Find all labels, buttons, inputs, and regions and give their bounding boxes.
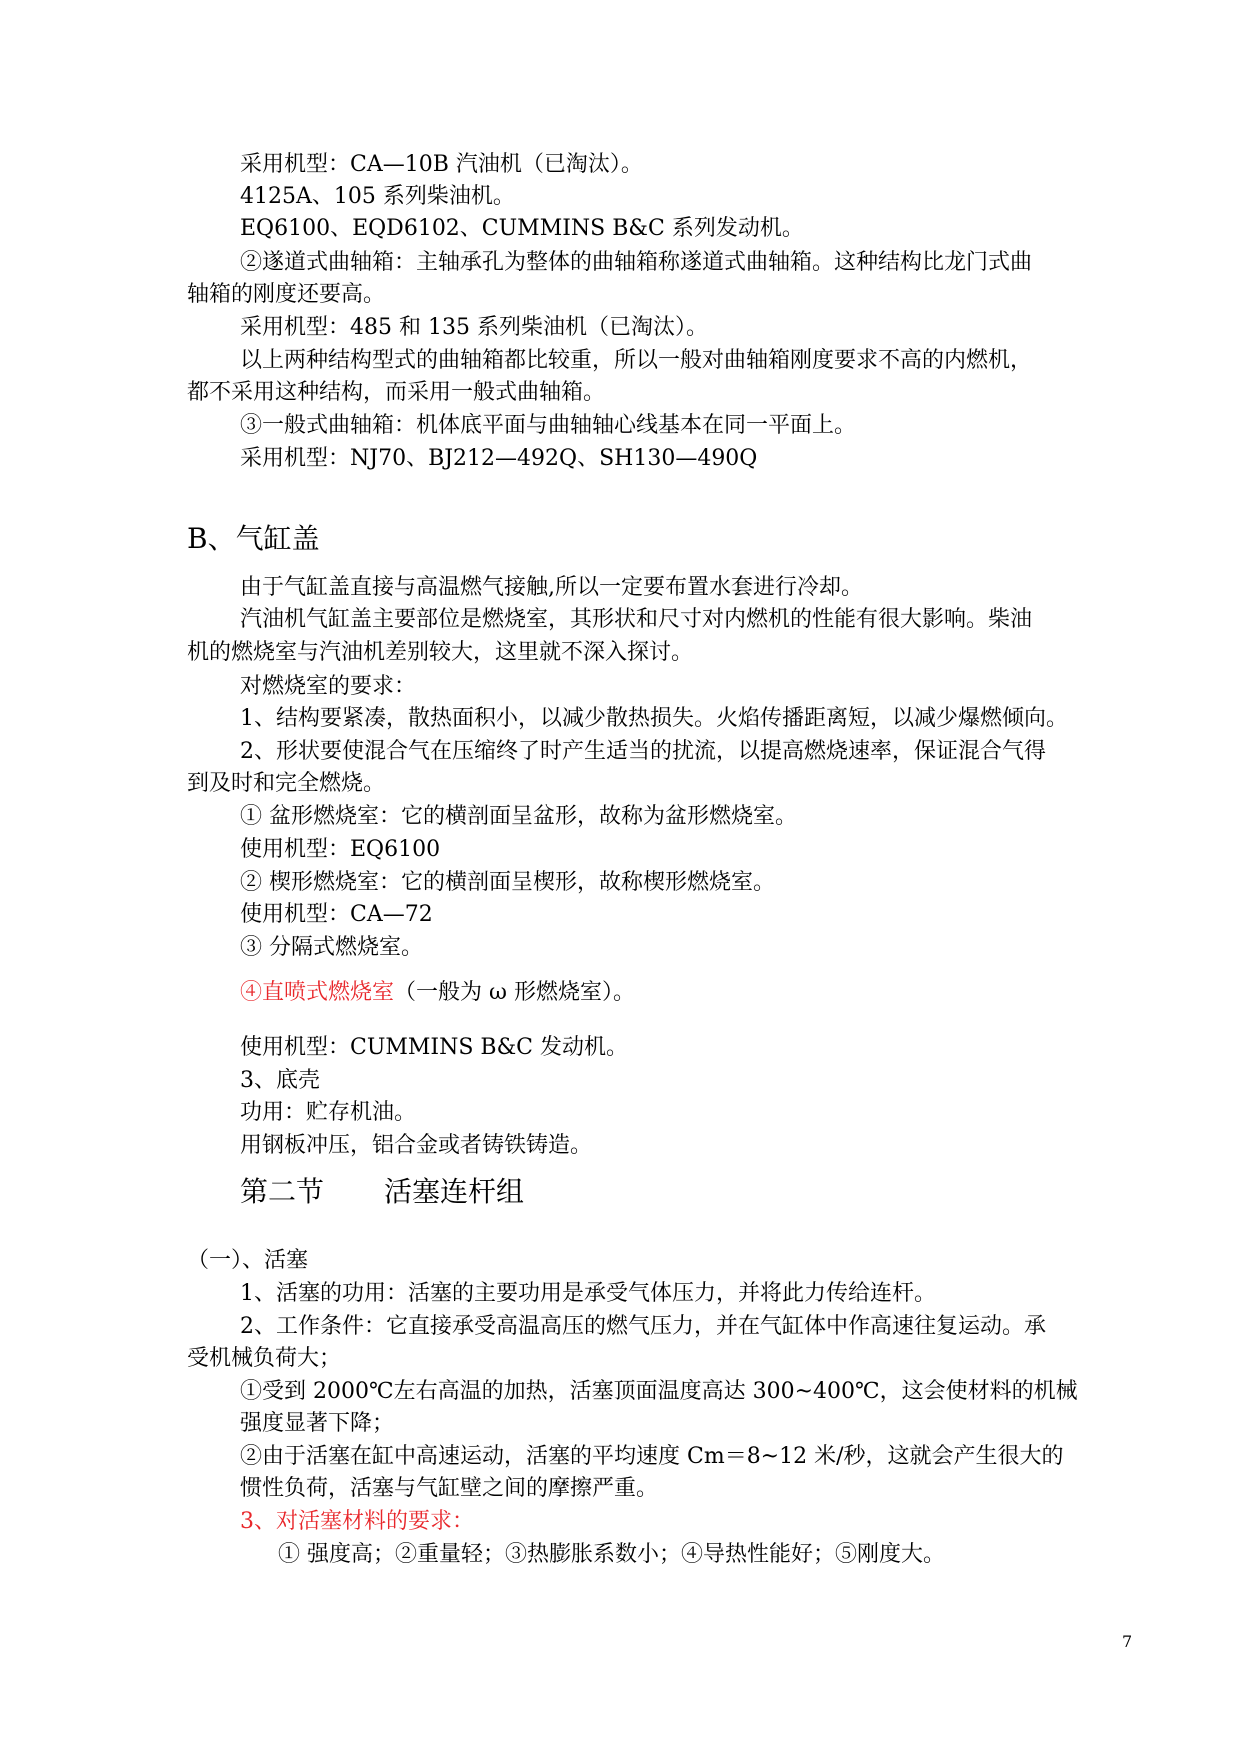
text-line: EQ6100、EQD6102、CUMMINS B&C 系列发动机。 — [240, 216, 804, 241]
text-line: 惯性负荷，活塞与气缸壁之间的摩擦严重。 — [240, 1476, 659, 1501]
text-line: ③ 分隔式燃烧室。 — [240, 935, 423, 960]
text-line: 都不采用这种结构，而采用一般式曲轴箱。 — [187, 380, 606, 405]
text-line: 使用机型：CA—72 — [240, 902, 433, 927]
text-line: 1、活塞的功用：活塞的主要功用是承受气体压力，并将此力传给连杆。 — [240, 1281, 936, 1306]
text-line: 采用机型：485 和 135 系列柴油机（已淘汰）。 — [240, 315, 708, 340]
text-line: 汽油机气缸盖主要部位是燃烧室，其形状和尺寸对内燃机的性能有很大影响。柴油 — [240, 607, 1033, 632]
term-note: （一般为 ω 形燃烧室）。 — [394, 980, 635, 1005]
subsection-heading-piston: （一）、活塞 — [187, 1248, 309, 1273]
text-line: 使用机型：EQ6100 — [240, 837, 441, 862]
text-line: 使用机型：CUMMINS B&C 发动机。 — [240, 1035, 629, 1060]
section-heading-cylinder-head: B、气缸盖 — [187, 522, 320, 555]
text-line-direct-injection — [240, 978, 635, 1008]
text-line: ②遂道式曲轴箱：主轴承孔为整体的曲轴箱称遂道式曲轴箱。这种结构比龙门式曲 — [240, 250, 1033, 275]
text-line: ②由于活塞在缸中高速运动，活塞的平均速度 Cm＝8~12 米/秒，这就会产生很大的 — [240, 1444, 1064, 1469]
page-number: 7 — [1122, 1632, 1133, 1651]
text-line: ① 盆形燃烧室：它的横剖面呈盆形，故称为盆形燃烧室。 — [240, 804, 797, 829]
text-line: 轴箱的刚度还要高。 — [187, 282, 386, 307]
text-line: 4125A、105 系列柴油机。 — [240, 184, 515, 209]
highlighted-term: ④直喷式燃烧室 — [240, 980, 395, 1005]
text-line: 由于气缸盖直接与高温燃气接触,所以一定要布置水套进行冷却。 — [240, 575, 863, 600]
text-line: 到及时和完全燃烧。 — [187, 771, 386, 796]
text-line: ③一般式曲轴箱：机体底平面与曲轴轴心线基本在同一平面上。 — [240, 413, 857, 438]
text-line: 2、工作条件：它直接承受高温高压的燃气压力，并在气缸体中作高速往复运动。承 — [240, 1314, 1046, 1339]
text-line-highlighted: 3、对活塞材料的要求： — [240, 1509, 474, 1534]
text-line: 机的燃烧室与汽油机差别较大，这里就不深入探讨。 — [187, 640, 694, 665]
text-line: ① 强度高；②重量轻；③热膨胀系数小；④导热性能好；⑤刚度大。 — [278, 1542, 945, 1567]
text-line: 受机械负荷大； — [187, 1346, 342, 1371]
text-line: ② 楔形燃烧室：它的横剖面呈楔形，故称楔形燃烧室。 — [240, 870, 775, 895]
section-title: 活塞连杆组 — [384, 1175, 525, 1208]
text-line: ①受到 2000℃左右高温的加热，活塞顶面温度高达 300~400℃，这会使材料的机械 — [240, 1379, 1078, 1404]
text-line: 强度显著下降； — [240, 1411, 395, 1436]
text-line: 采用机型：NJ70、BJ212—492Q、SH130—490Q — [240, 446, 758, 471]
section-heading-piston-rod-group — [240, 1174, 524, 1210]
text-line: 采用机型：CA—10B 汽油机（已淘汰）。 — [240, 152, 643, 177]
text-line: 1、结构要紧凑，散热面积小，以减少散热损失。火焰传播距离短，以减少爆燃倾向。 — [240, 706, 1068, 731]
section-number: 第二节 — [240, 1175, 325, 1208]
text-line: 功用：贮存机油。 — [240, 1100, 417, 1125]
text-line: 对燃烧室的要求： — [240, 674, 417, 699]
text-line: 以上两种结构型式的曲轴箱都比较重，所以一般对曲轴箱刚度要求不高的内燃机， — [240, 348, 1033, 373]
text-line: 用钢板冲压，铝合金或者铸铁铸造。 — [240, 1133, 593, 1158]
text-line: 3、底壳 — [240, 1068, 320, 1093]
text-line: 2、形状要使混合气在压缩终了时产生适当的扰流，以提高燃烧速率，保证混合气得 — [240, 739, 1046, 764]
